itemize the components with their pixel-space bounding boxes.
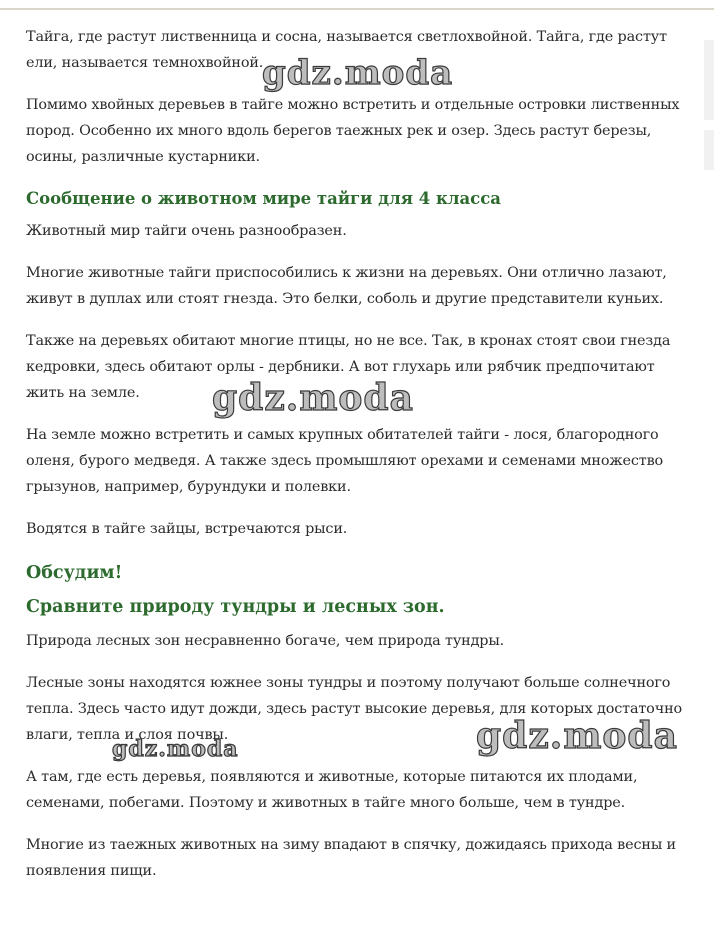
scroll-shadow [704,130,714,170]
paragraph: Лесные зоны находятся южнее зоны тундры и поэтому получают больше солнечного тепла. Здесь часто идут дожди, здесь растут высокие деревья, для которых достаточно влаги, тепла и слоя почвы. [26,675,683,743]
paragraph: На земле можно встретить и самых крупных обитателей тайги - лося, благородного оленя, бурого медведя. А также здесь промышляют орехами и семенами множество грызунов, например, бурундуки и полевки. [26,427,664,495]
watermark-logo: gdz.moda [476,715,678,757]
paragraph: А там, где есть деревья, появляются и животные, которые питаются их плодами, семенами, побегами. Поэтому и животных в тайге много больше, чем в тундре. [26,769,638,811]
paragraph: Животный мир тайги очень разнообразен. [26,223,347,239]
scroll-shadow [704,40,714,120]
section-heading-discuss: Обсудим! [26,563,123,583]
top-divider [0,8,714,10]
paragraph: Тайга, где растут лиственница и сосна, называется светлохвойной. Тайга, где растут ели, называется темнохвойной. [26,29,667,71]
article-content [26,24,686,900]
watermark-logo: gdz.moda [262,53,454,93]
paragraph: Многие животные тайги приспособились к жизни на деревьях. Они отлично лазают, живут в дуплах или стоят гнезда. Это белки, соболь и другие представители куньих. [26,265,667,307]
watermark-logo: gdz.moda [212,377,414,419]
cut-off-heading [26,896,226,902]
paragraph: Также на деревьях обитают многие птицы, но не все. Так, в кронах стоят свои гнезда кедровки, здесь обитают орлы - дербники. А вот глухарь или рябчик предпочитают жить на земле. [26,333,671,401]
section-heading-compare: Сравните природу тундры и лесных зон. [26,597,445,617]
watermark-logo: gdz.moda [112,736,239,762]
paragraph: Помимо хвойных деревьев в тайге можно встретить и отдельные островки лиственных пород. Особенно их много вдоль берегов таежных рек и озер. Здесь растут березы, осины, различные кустарники. [26,97,680,165]
section-heading-animals: Сообщение о животном мире тайги для 4 класса [26,189,501,208]
paragraph: Природа лесных зон несравненно богаче, чем природа тундры. [26,633,505,649]
paragraph: Водятся в тайге зайцы, встречаются рыси. [26,521,348,537]
paragraph: Многие из таежных животных на зиму впадают в спячку, дожидаясь прихода весны и появления пищи. [26,837,676,879]
